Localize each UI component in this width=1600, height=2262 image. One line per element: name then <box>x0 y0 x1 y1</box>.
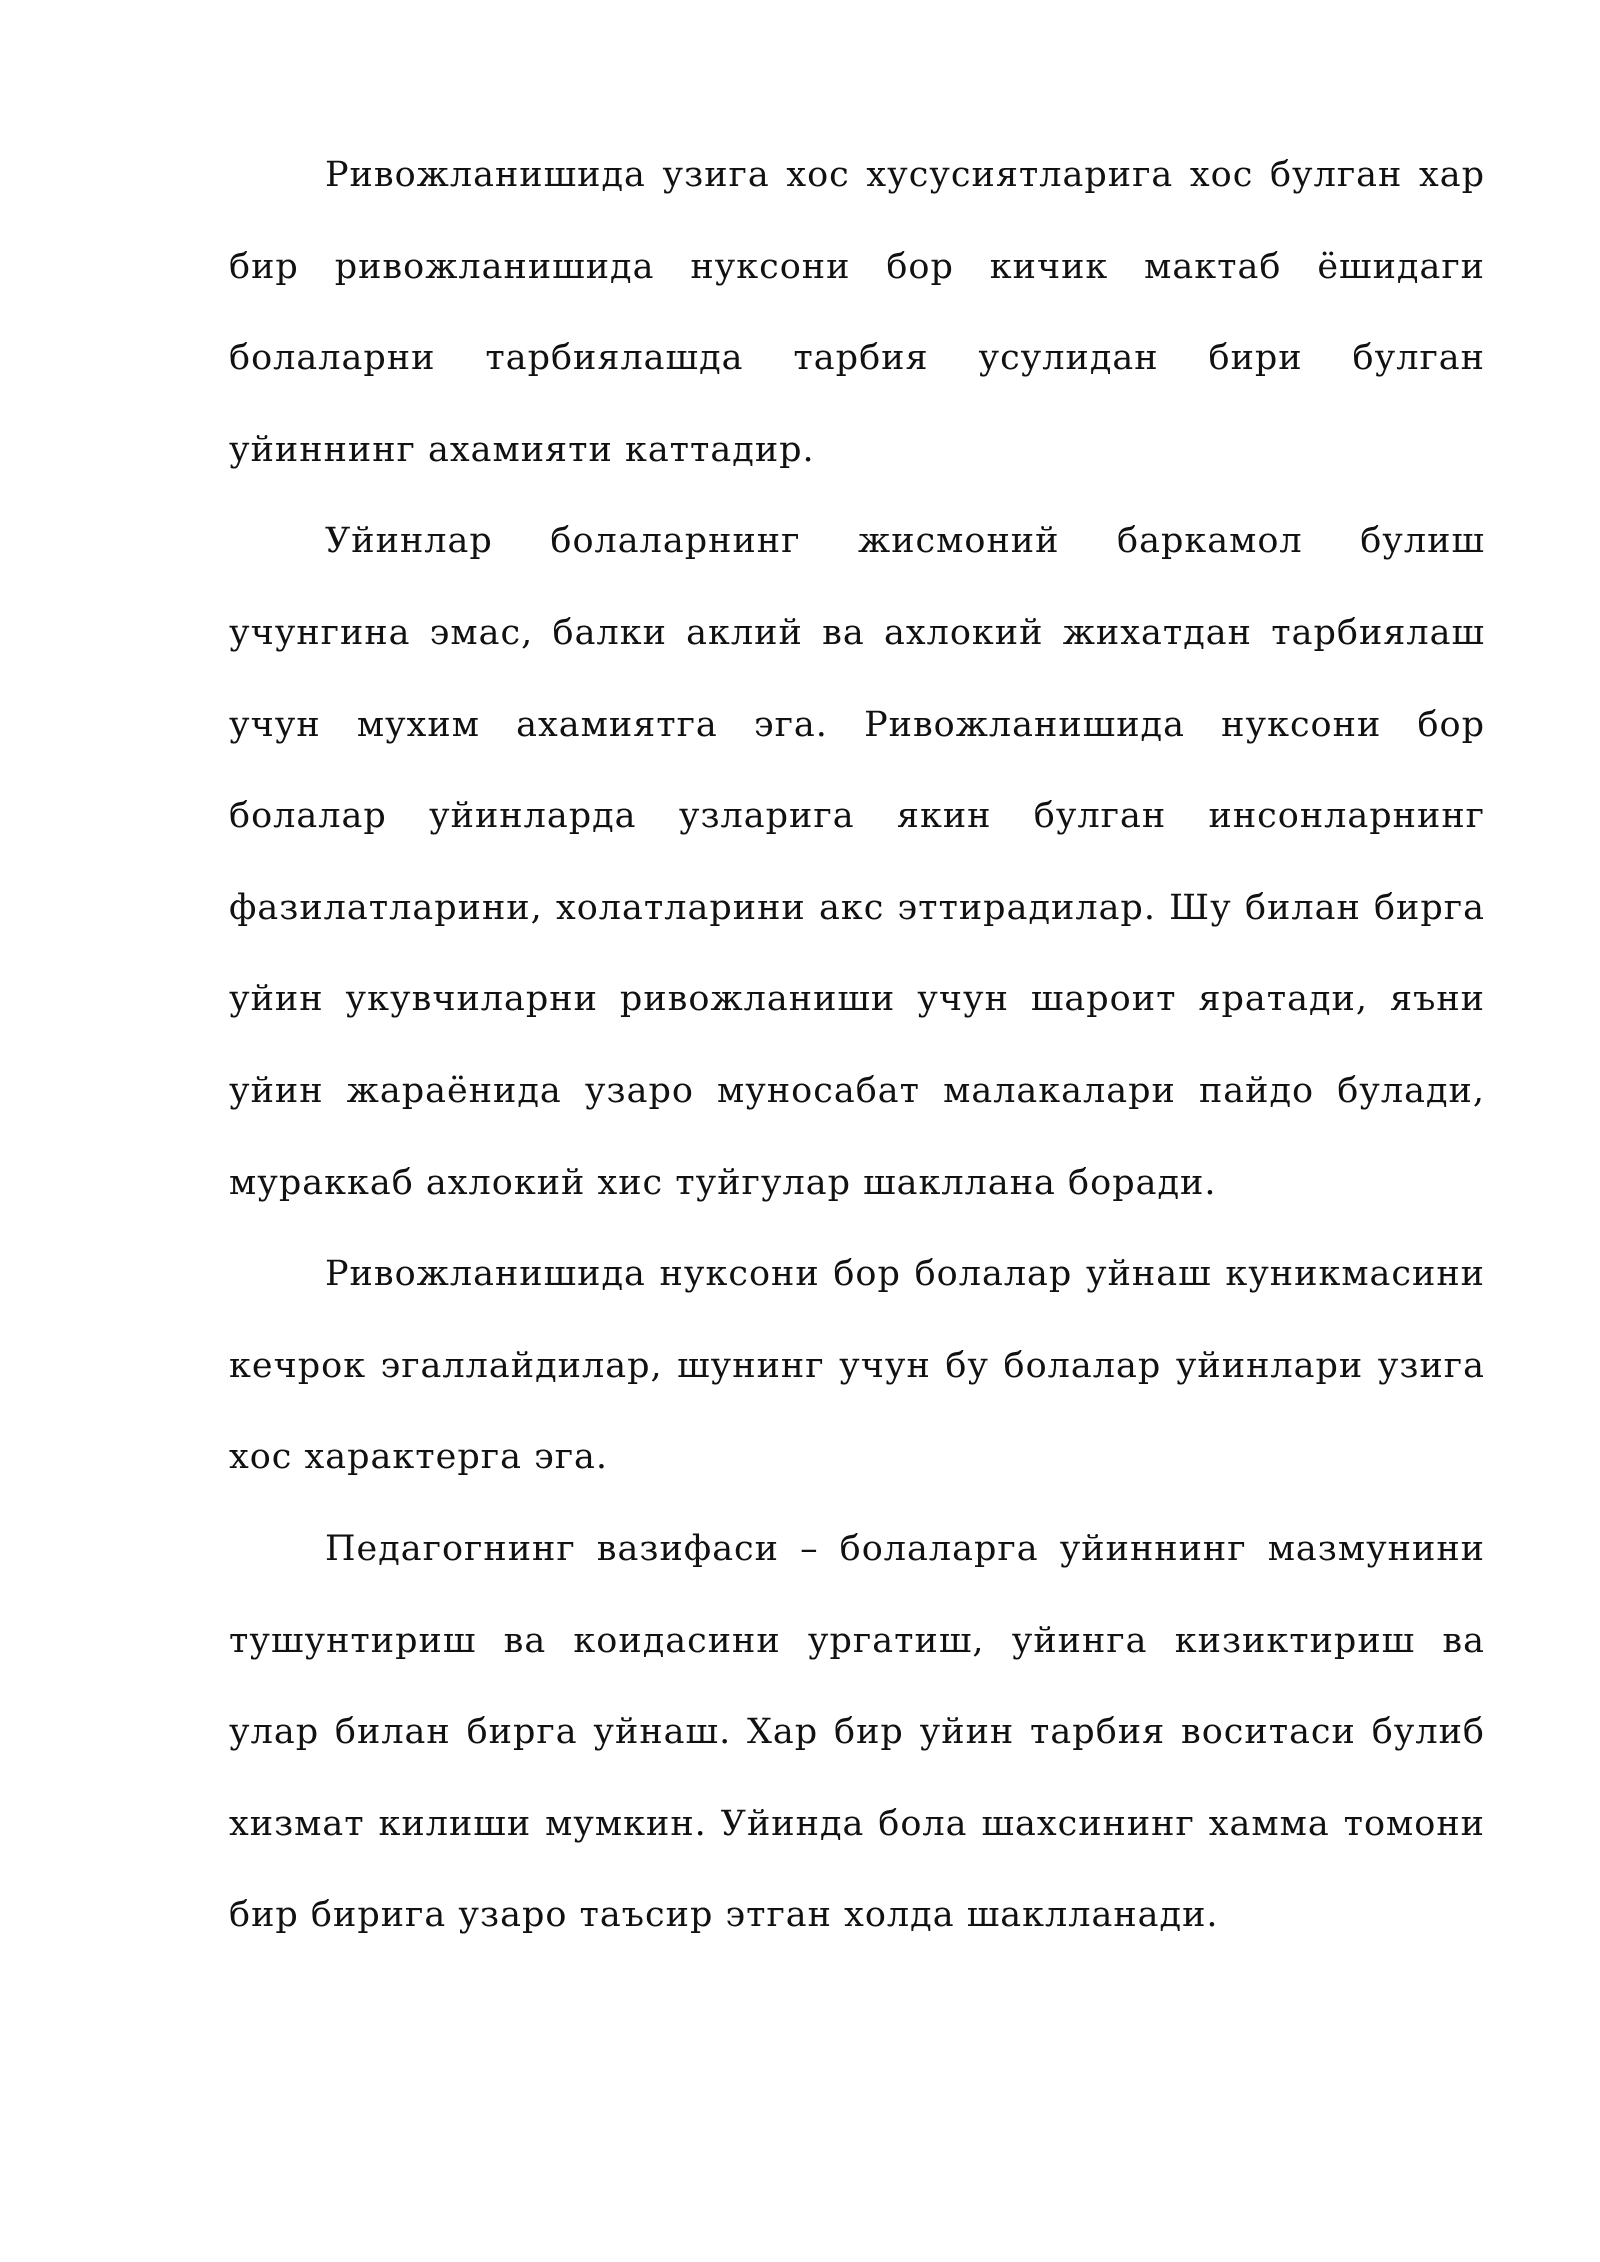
paragraph-1: Ривожланишида узига хос хусусиятларига хос булган хар бир ривожланишида нуксони бор кичик мактаб ёшидаги болаларни тарбиялашда тарбия усулидан бири булган уйиннинг ахамияти каттадир. <box>229 155 1485 470</box>
paragraph-3: Ривожланишида нуксони бор болалар уйнаш куникмасини кечрок эгаллайдилар, шунинг учун бу болалар уйинлари узига хос характерга эга. <box>229 1254 1485 1478</box>
paragraph-4: Педагогнинг вазифаси – болаларга уйиннинг мазмунини тушунтириш ва коидасини ургатиш, уйинга кизиктириш ва улар билан бирга уйнаш. Хар бир уйин тарбия воситаси булиб хизмат килиши мумкин. Уйинда бола шахсининг хамма томони бир бирига узаро таъсир этган холда шаклланади. <box>229 1528 1485 1936</box>
document-body <box>229 130 1485 1962</box>
paragraph-2: Уйинлар болаларнинг жисмоний баркамол булиш учунгина эмас, балки аклий ва ахлокий жихатдан тарбиялаш учун мухим ахамиятга эга. Ривожланишида нуксони бор болалар уйинларда узларига якин булган инсонларнинг фазилатларини, холатларини акс эттирадилар. Шу билан бирга уйин укувчиларни ривожланиши учун шароит яратади, яъни уйин жараёнида узаро муносабат малакалари пайдо булади, мураккаб ахлокий хис туйгулар шакллана боради. <box>229 521 1485 1203</box>
